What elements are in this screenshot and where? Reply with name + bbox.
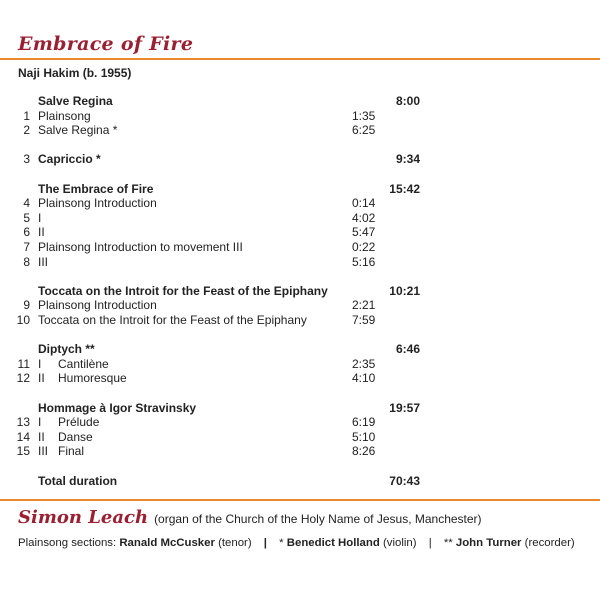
work-duration: 8:00 [395, 94, 420, 108]
credits-separator: | [263, 537, 267, 549]
track-title: Toccata on the Introit for the Feast of the Epiphany [38, 313, 307, 327]
track-title: Humoresque [58, 371, 127, 386]
track-title: Plainsong Introduction [38, 298, 157, 313]
credits-line [18, 537, 575, 549]
violin-performer: Benedict Holland [286, 537, 380, 549]
track-row [0, 313, 600, 328]
track-title: Plainsong Introduction to movement III [38, 240, 243, 254]
track-title: Prélude [58, 415, 100, 430]
track-number: 2 [23, 123, 30, 138]
performer-line [18, 507, 482, 528]
work-title: Toccata on the Introit for the Feast of the Epiphany [38, 283, 328, 298]
track-title: Cantilène [58, 356, 109, 371]
movement-numeral: I [38, 415, 42, 430]
track-number: 7 [23, 240, 30, 254]
track-duration: 6:19 [352, 415, 376, 430]
recorder-performer: John Turner [455, 537, 522, 549]
work-heading [0, 94, 600, 109]
work-title: Hommage à Igor Stravinsky [38, 400, 197, 415]
track-duration: 4:10 [352, 371, 376, 386]
work-heading [0, 284, 600, 299]
track-duration: 5:10 [352, 429, 376, 444]
track-row [0, 415, 600, 430]
double-asterisk-mark: ** [443, 537, 456, 549]
track-row [0, 357, 600, 372]
work-heading [0, 182, 600, 197]
performer-description: (organ of the Church of the Holy Name of Jesus, Manchester) [154, 512, 482, 526]
track-title: Plainsong [38, 108, 91, 123]
track-number: 14 [16, 429, 30, 444]
track-duration: 7:59 [352, 313, 376, 327]
plainsong-role: (tenor) [214, 537, 252, 549]
track-duration: 5:16 [352, 254, 376, 269]
work-title: Capriccio * [38, 152, 101, 167]
total-duration-row [0, 474, 600, 489]
track-duration: 0:22 [352, 240, 376, 254]
track-duration: 1:35 [352, 108, 376, 123]
track-row [0, 371, 600, 386]
movement-numeral: I [38, 356, 42, 371]
track-row [0, 298, 600, 313]
track-number: 8 [23, 254, 30, 269]
track-duration: 2:21 [352, 298, 376, 313]
work-heading [0, 401, 600, 416]
movement-numeral: II [38, 429, 45, 444]
track-row [0, 109, 600, 124]
work-duration: 9:34 [395, 152, 420, 167]
plainsong-performer: Ranald McCusker [119, 537, 215, 549]
credits-separator: | [428, 537, 432, 549]
track-number: 11 [17, 356, 30, 371]
track-row [0, 255, 600, 270]
composer-heading: Naji Hakim (b. 1955) [18, 66, 132, 80]
track-duration: 5:47 [352, 225, 376, 240]
performer-name: Simon Leach [18, 507, 149, 528]
movement-numeral: III [38, 444, 49, 459]
plainsong-prefix: Plainsong sections: [18, 537, 120, 549]
total-duration-value: 70:43 [389, 473, 420, 488]
track-row [0, 211, 600, 226]
work-duration: 15:42 [389, 181, 420, 196]
bottom-divider [0, 499, 600, 501]
work-duration: 6:46 [395, 342, 420, 357]
track-duration: 8:26 [352, 444, 376, 459]
track-duration: 6:25 [352, 123, 376, 138]
track-title: Salve Regina * [38, 123, 118, 138]
track-row [0, 225, 600, 240]
total-duration-label: Total duration [38, 473, 118, 488]
work-title: The Embrace of Fire [38, 181, 154, 196]
track-row [0, 196, 600, 211]
work-duration: 19:57 [389, 400, 420, 415]
track-number: 15 [16, 444, 30, 459]
top-divider [0, 58, 600, 60]
work-title: Salve Regina [38, 94, 113, 108]
track-number: 6 [23, 225, 30, 240]
recorder-role: (recorder) [521, 537, 575, 549]
track-row [0, 430, 600, 445]
movement-numeral: II [38, 371, 45, 386]
track-number: 9 [23, 298, 30, 313]
track-title: Danse [58, 429, 93, 444]
track-row [0, 123, 600, 138]
violin-role: (violin) [379, 537, 417, 549]
track-duration: 2:35 [352, 356, 376, 371]
track-row [0, 240, 600, 255]
track-number: 10 [16, 313, 30, 327]
track-row [0, 444, 600, 459]
track-title: Final [58, 444, 85, 459]
single-work-row [0, 152, 600, 167]
track-title: Plainsong Introduction [38, 196, 157, 211]
work-title: Diptych ** [38, 342, 95, 357]
track-duration: 0:14 [352, 196, 376, 211]
track-number: 4 [23, 196, 30, 211]
single-asterisk-mark: * [279, 537, 287, 549]
track-number: 13 [16, 415, 30, 430]
track-title: I [38, 210, 42, 225]
work-heading [0, 342, 600, 357]
album-title: Embrace of Fire [18, 33, 194, 55]
track-number: 12 [16, 371, 30, 386]
track-number: 5 [23, 210, 30, 225]
track-number: 3 [23, 152, 30, 167]
track-title: III [38, 254, 49, 269]
work-duration: 10:21 [389, 283, 420, 298]
track-duration: 4:02 [352, 210, 376, 225]
track-number: 1 [23, 108, 30, 123]
track-title: II [38, 225, 45, 240]
